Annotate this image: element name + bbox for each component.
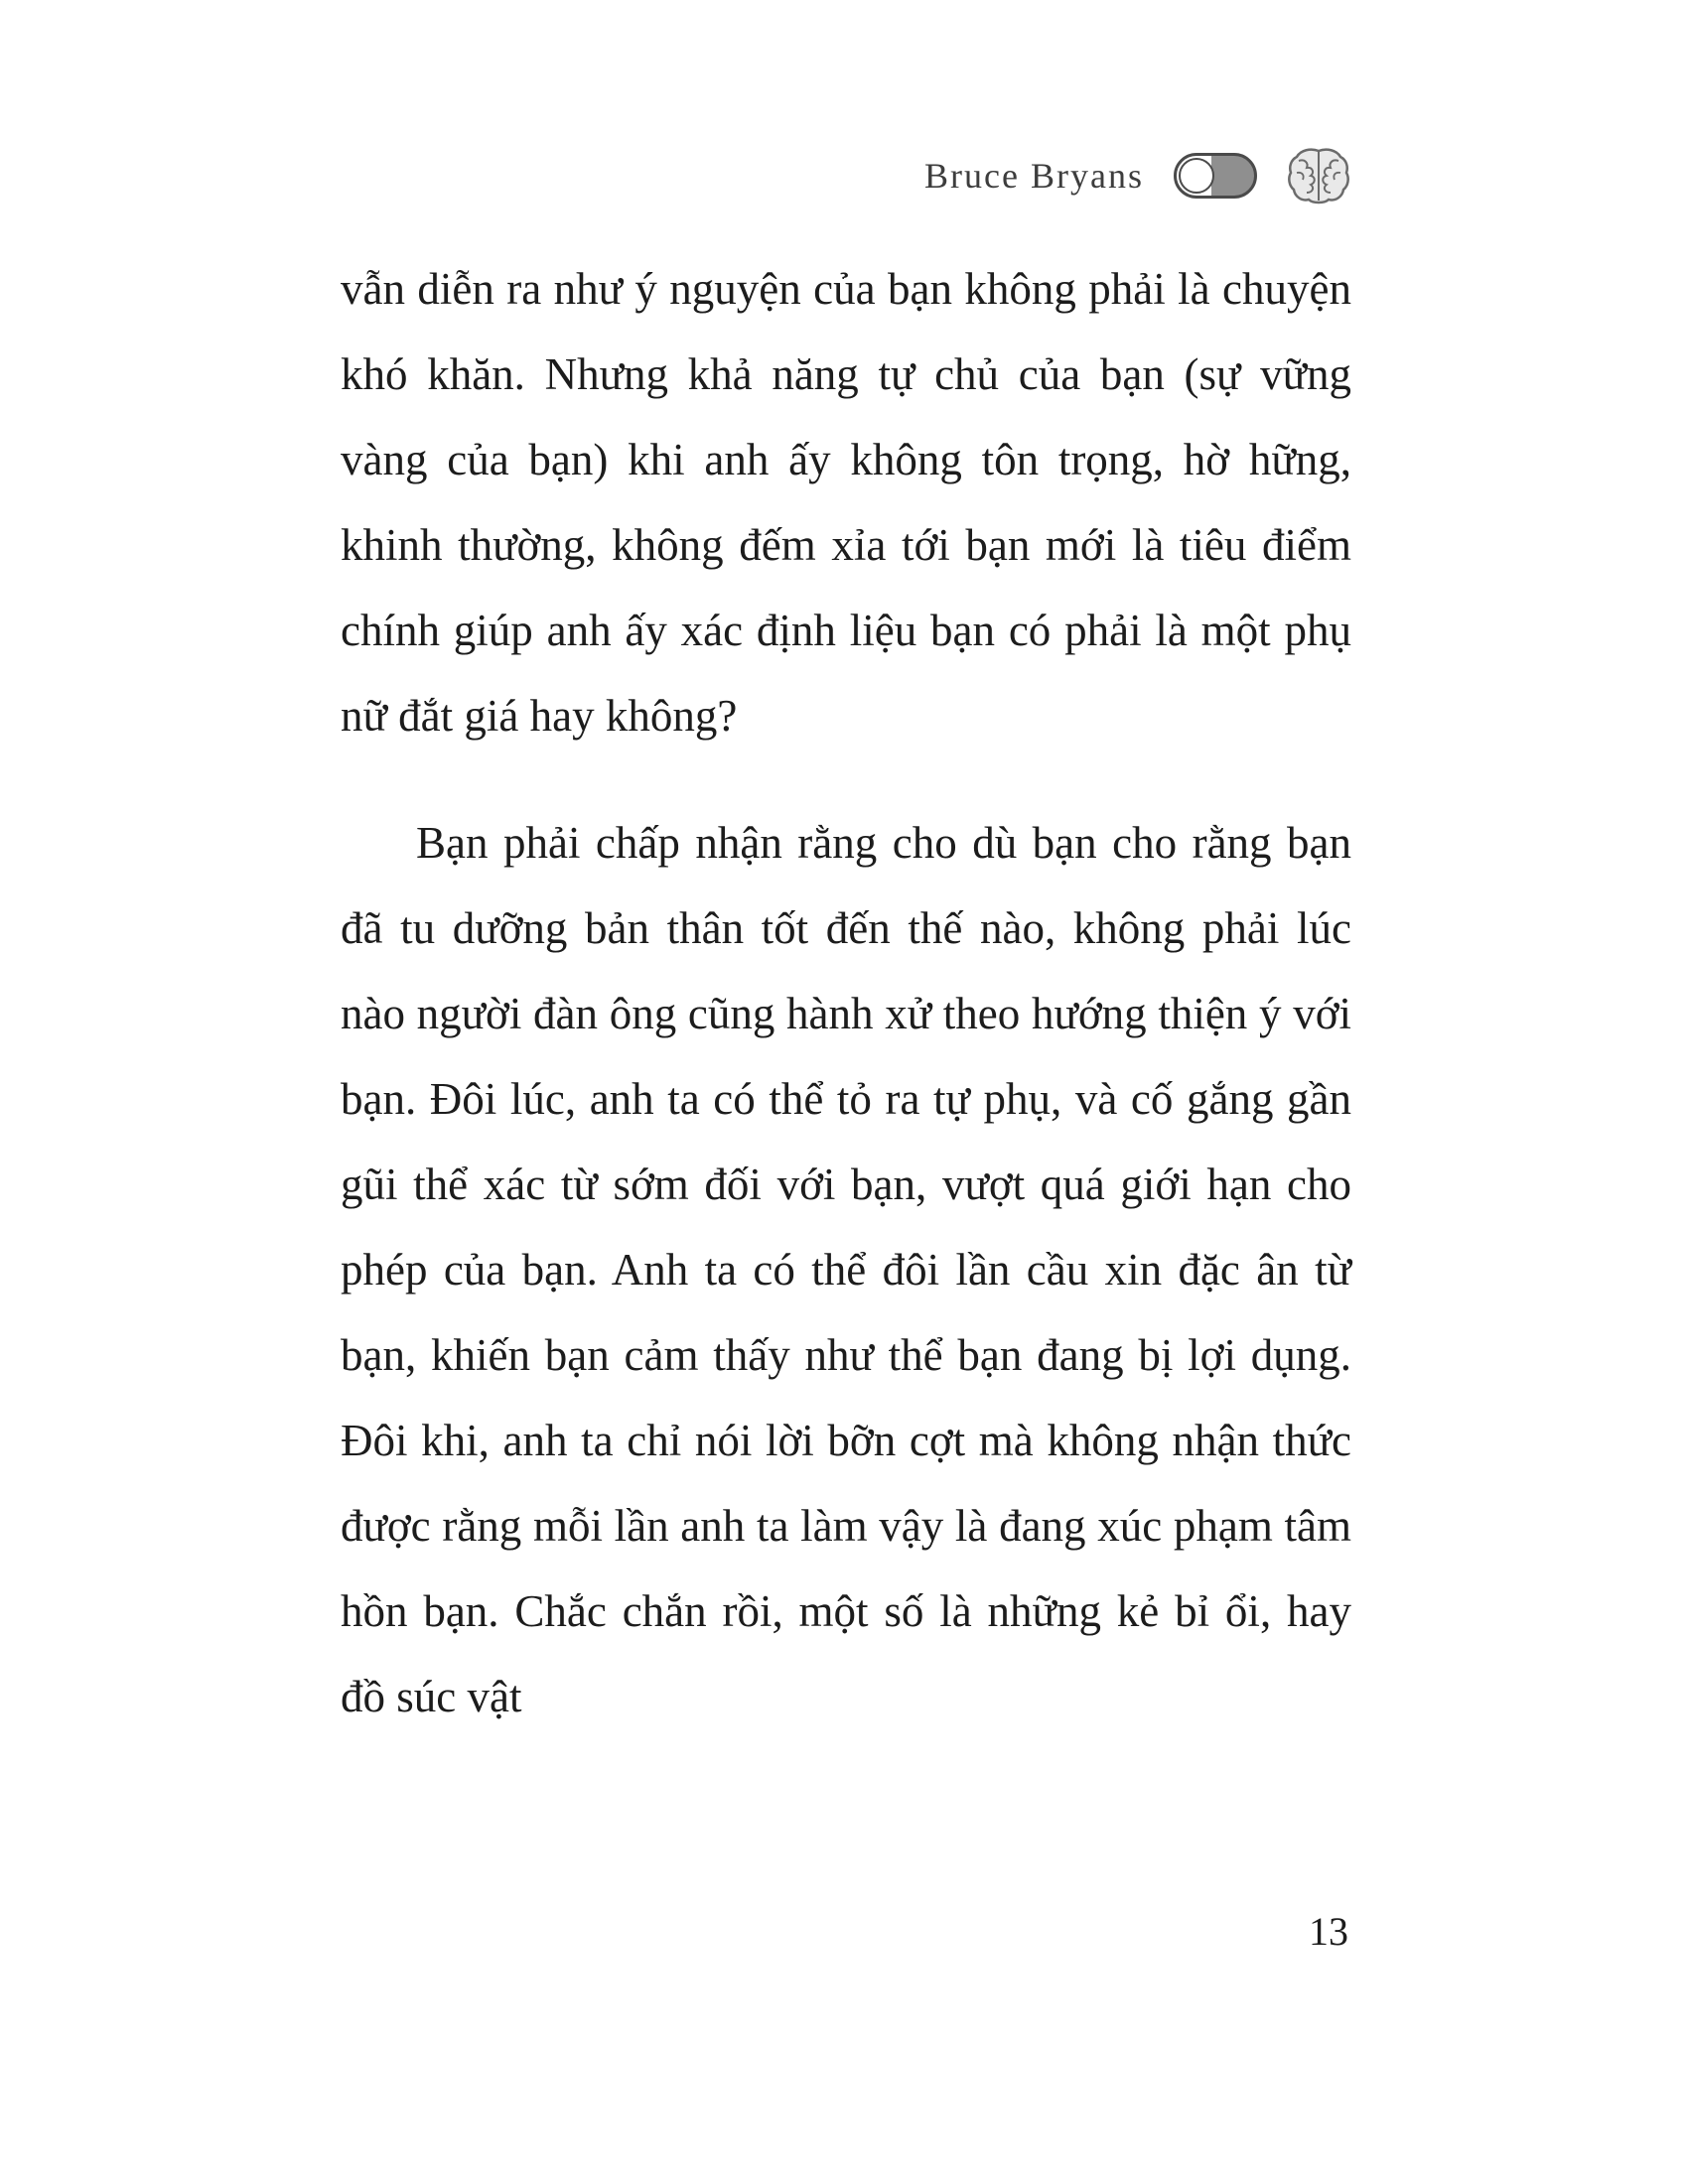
toggle-switch-icon [1174,153,1257,199]
page-footer [1309,1908,1348,1955]
brain-icon [1287,147,1350,205]
page-body [341,246,1351,1781]
toggle-knob [1179,158,1214,194]
paragraph-2: Bạn phải chấp nhận rằng cho dù bạn cho rằng bạn đã tu dưỡng bản thân tốt đến thế nào, không phải lúc nào người đàn ông cũng hành xử theo hướng thiện ý với bạn. Đôi lúc, anh ta có thể tỏ ra tự phụ, và cố gắng gần gũi thể xác từ sớm đối với bạn, vượt quá giới hạn cho phép của bạn. Anh ta có thể đôi lần cầu xin đặc ân từ bạn, khiến bạn cảm thấy như thể bạn đang bị lợi dụng. Đôi khi, anh ta chỉ nói lời bỡn cợt mà không nhận thức được rằng mỗi lần anh ta làm vậy là đang xúc phạm tâm hồn bạn. Chắc chắn rồi, một số là những kẻ bỉ ổi, hay đồ súc vật [341,818,1351,1721]
running-header-author: Bruce Bryans [924,156,1144,196]
page-header [924,147,1350,205]
page-number: 13 [1309,1909,1348,1954]
paragraph-1: vẫn diễn ra như ý nguyện của bạn không phải là chuyện khó khăn. Nhưng khả năng tự chủ của bạn (sự vững vàng của bạn) khi anh ấy không tôn trọng, hờ hững, khinh thường, không đếm xỉa tới bạn mới là tiêu điểm chính giúp anh ấy xác định liệu bạn có phải là một phụ nữ đắt giá hay không? [341,264,1351,741]
